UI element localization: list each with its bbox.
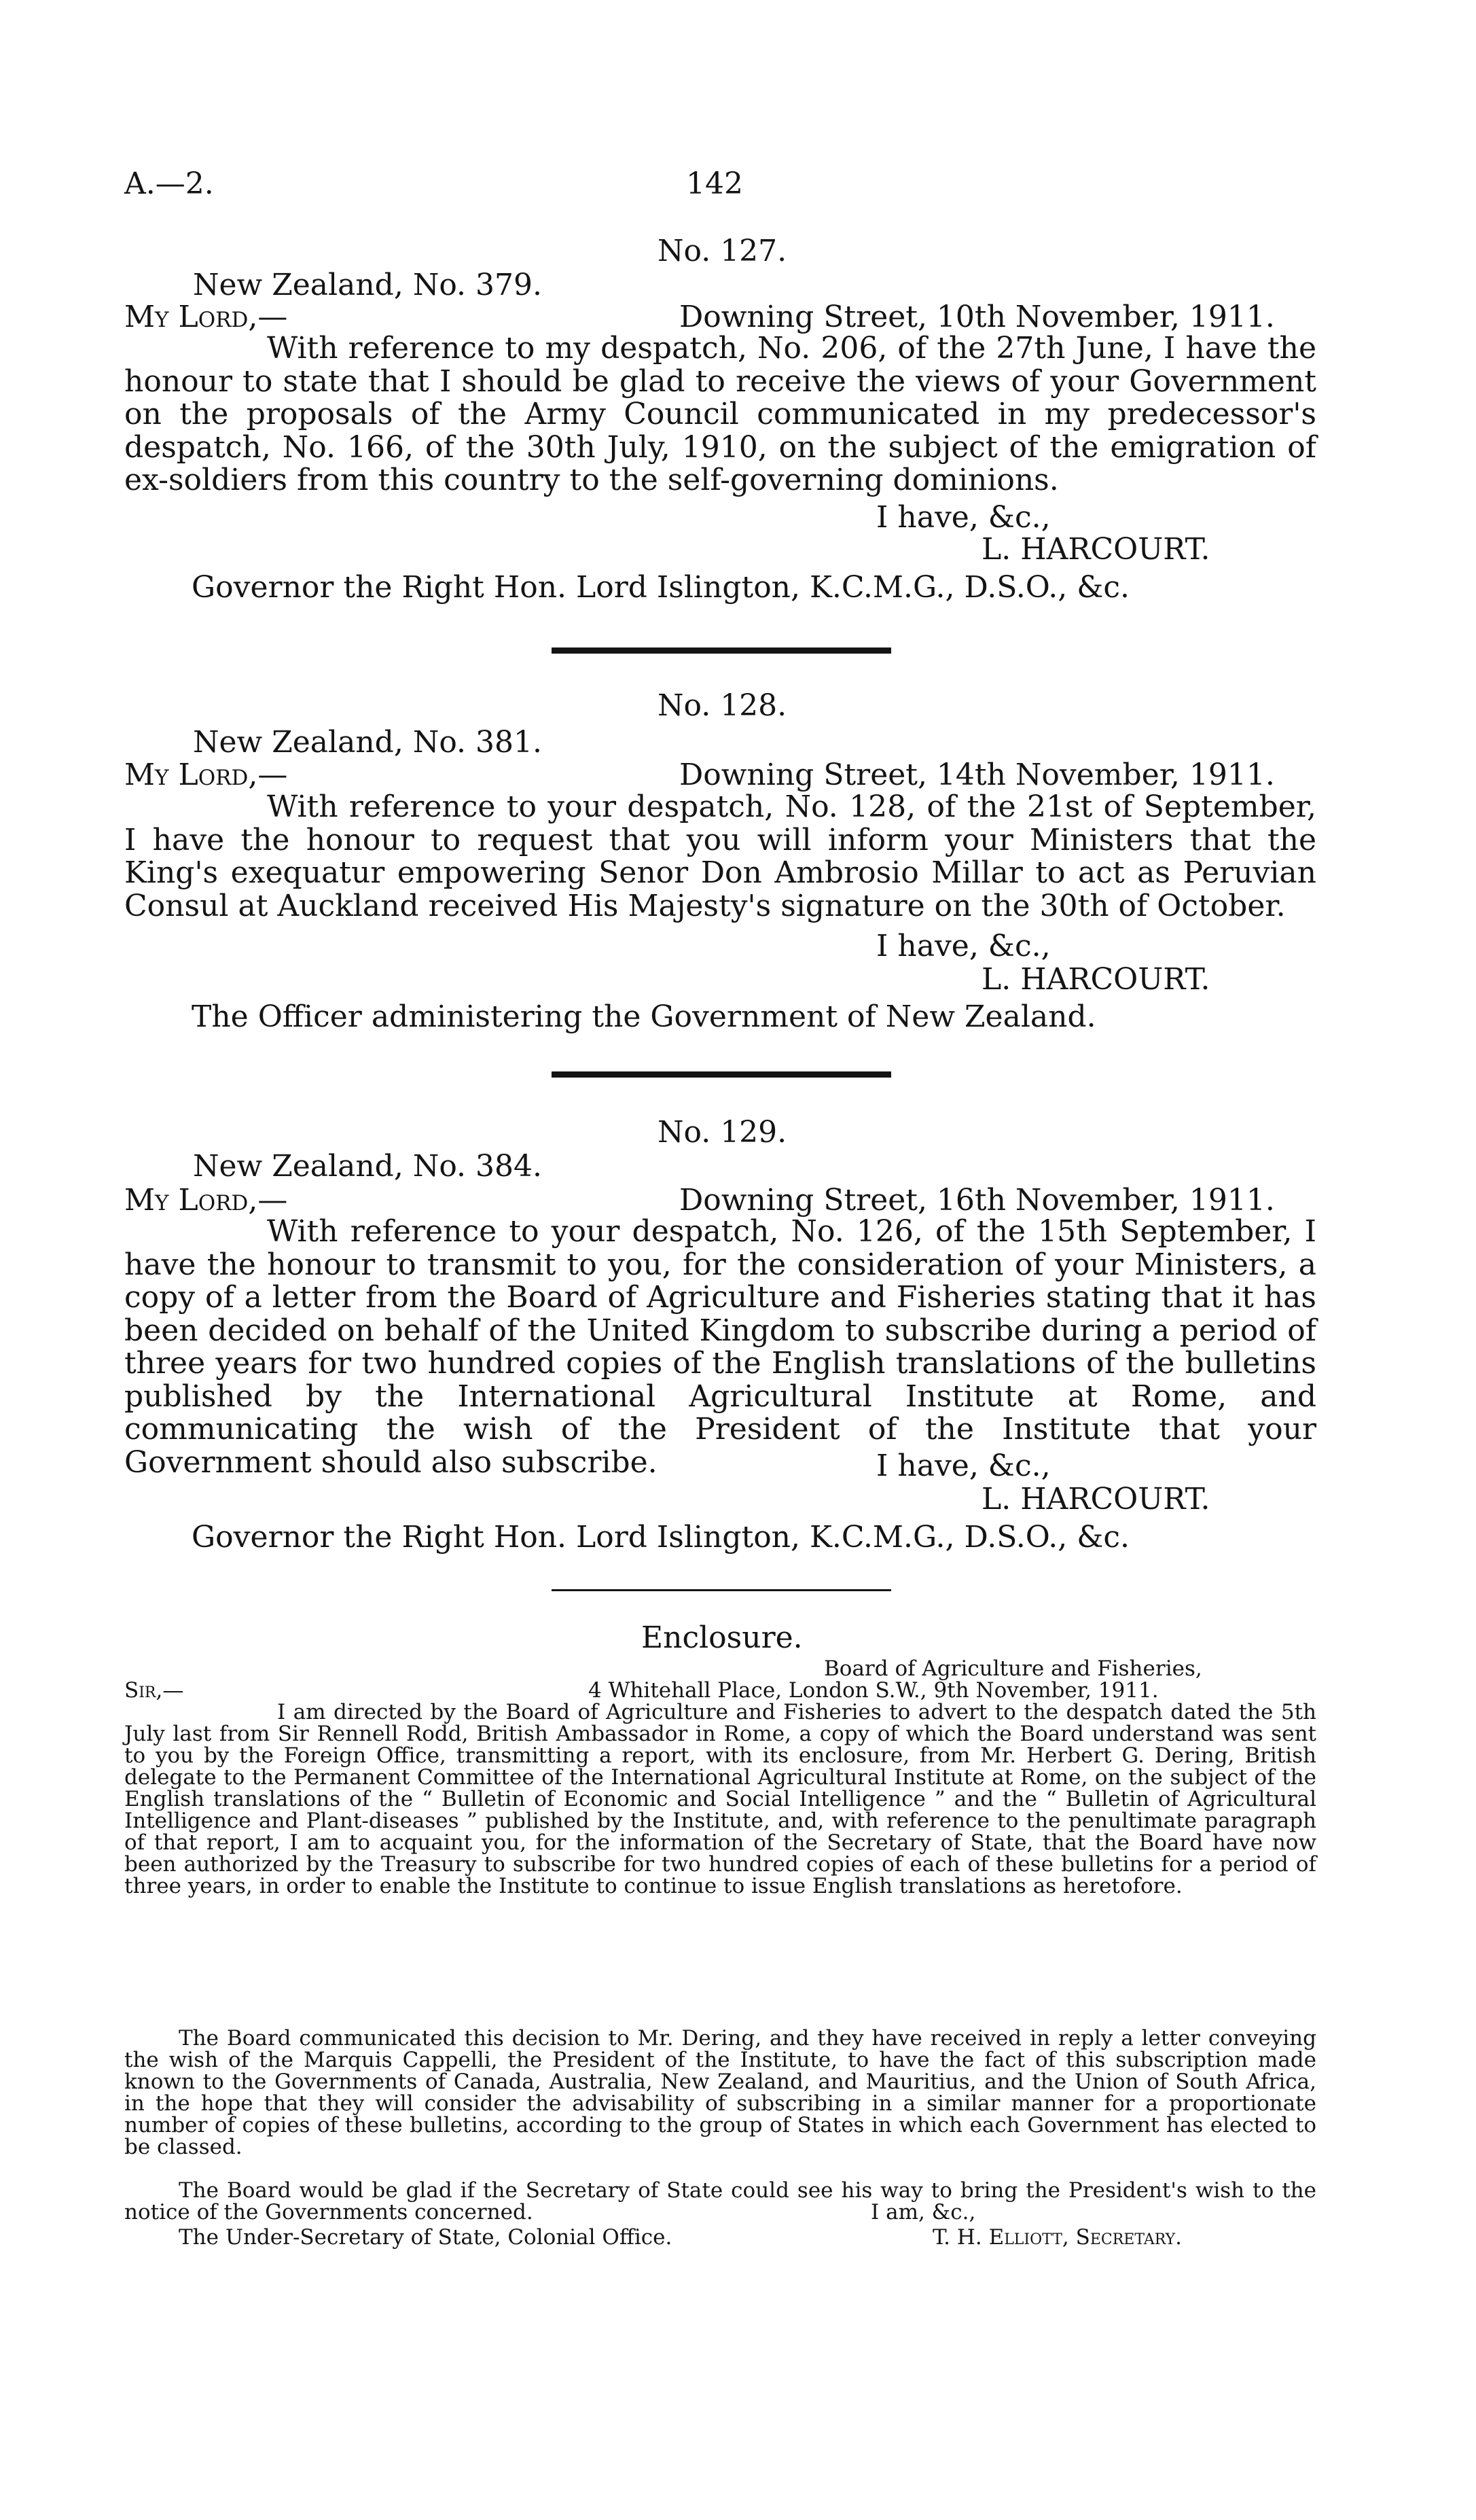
letter-destination: New Zealand, No. 379. bbox=[193, 268, 542, 302]
letter-place-date: Downing Street, 14th November, 1911. bbox=[679, 758, 1275, 792]
enclosure-sender: Board of Agriculture and Fisheries, bbox=[824, 1656, 1202, 1681]
enclosure-paragraph: I am directed by the Board of Agriculture and Fisheries to advert to the despatch dated the 5th July last from Sir Rennell Rodd, British Ambassador in Rome, a copy of which the Board understand was sent to you by the Foreign Office, transmitting a report, with its enclosure, from Mr. Herbert G. Dering, British delegate to the Permanent Committee of the International Agricultural Institute at Rome, on the subject of the English translations of the “ Bulletin of Economic and Social Intelligence ” and the “ Bulletin of Agricultural Intelligence and Plant-diseases ” published by the Institute, and, with reference to the penultimate paragraph of that report, I am to acquaint you, for the information of the Secretary of State, that the Board have now been authorized by the Treasury to subscribe for two hundred copies of each of these bulletins for a period of three years, in order to enable the Institute to continue to issue English translations as heretofore. bbox=[124, 1700, 1316, 1898]
letter-destination: New Zealand, No. 381. bbox=[193, 725, 542, 760]
enclosure-paragraph: The Board would be glad if the Secretary of State could see his way to bring the President's wish to the notice of the Governments concerned. bbox=[124, 2178, 1316, 2224]
letter-salutation: My Lord,— bbox=[124, 300, 288, 334]
letter-addressee: Governor the Right Hon. Lord Islington, K.C.M.G., D.S.O., &c. bbox=[192, 1520, 1130, 1555]
letter-addressee: The Officer administering the Government of New Zealand. bbox=[192, 999, 1096, 1034]
document-reference: A.—2. bbox=[124, 166, 214, 201]
enclosure-title: Enclosure. bbox=[641, 1620, 803, 1655]
letter-signature: L. HARCOURT. bbox=[982, 532, 1210, 567]
letter-salutation: My Lord,— bbox=[124, 1183, 288, 1218]
enclosure-closing: I am, &c., bbox=[871, 2200, 976, 2224]
enclosure-signature: T. H. Elliott, Secretary. bbox=[933, 2225, 1182, 2250]
section-divider-thin bbox=[552, 1589, 891, 1591]
letter-closing: I have, &c., bbox=[876, 500, 1051, 535]
letter-signature: L. HARCOURT. bbox=[982, 1482, 1210, 1516]
letter-place-date: Downing Street, 10th November, 1911. bbox=[679, 300, 1275, 334]
letter-place-date: Downing Street, 16th November, 1911. bbox=[679, 1183, 1275, 1218]
letter-body: With reference to my despatch, No. 206, of the 27th June, I have the honour to state that I should be glad to receive the views of your Government on the proposals of the Army Council communicated in my predecessor's despatch, No. 166, of the 30th July, 1910, on the subject of the emigration of ex-soldiers from this country to the self-governing dominions. bbox=[124, 331, 1316, 497]
enclosure-salutation: Sir,— bbox=[124, 1678, 184, 1703]
letter-closing: I have, &c., bbox=[876, 1449, 1051, 1483]
letter-addressee: Governor the Right Hon. Lord Islington, K.C.M.G., D.S.O., &c. bbox=[192, 570, 1130, 605]
letter-number: No. 129. bbox=[658, 1115, 787, 1150]
enclosure-address-date: 4 Whitehall Place, London S.W., 9th November, 1911. bbox=[588, 1678, 1159, 1703]
letter-signature: L. HARCOURT. bbox=[982, 962, 1210, 997]
letter-salutation: My Lord,— bbox=[124, 758, 288, 792]
letter-destination: New Zealand, No. 384. bbox=[193, 1149, 542, 1184]
enclosure-paragraph: The Board communicated this decision to Mr. Dering, and they have received in reply a letter conveying the wish of the Marquis Cappelli, the President of the Institute, to have the fact of this subscription made known to the Governments of Canada, Australia, New Zealand, and Mauritius, and the Union of South Africa, in the hope that they will consider the advisability of subscribing in a similar manner for a proportionate number of copies of these bulletins, according to the group of States in which each Government has elected to be classed. bbox=[124, 2026, 1316, 2159]
page-number: 142 bbox=[686, 166, 743, 201]
letter-closing: I have, &c., bbox=[876, 929, 1051, 963]
letter-body: With reference to your despatch, No. 128, of the 21st of September, I have the honour to request that you will inform your Ministers that the King's exequatur empowering Senor Don Ambrosio Millar to act as Peruvian Consul at Auckland received His Majesty's signature on the 30th of October. bbox=[124, 789, 1316, 923]
letter-body: With reference to your despatch, No. 126, of the 15th September, I have the honour to transmit to you, for the consideration of your Ministers, a copy of a letter from the Board of Agriculture and Fisheries stating that it has been decided on behalf of the United Kingdom to subscribe during a period of three years for two hundred copies of the English translations of the bulletins published by the International Agricultural Institute at Rome, and communicating the wish of the President of the Institute that your Government should also subscribe. bbox=[124, 1214, 1316, 1480]
letter-number: No. 127. bbox=[658, 234, 787, 268]
enclosure-addressee: The Under-Secretary of State, Colonial Office. bbox=[179, 2225, 672, 2250]
letter-number: No. 128. bbox=[658, 688, 787, 723]
section-divider bbox=[552, 647, 891, 654]
section-divider bbox=[552, 1071, 891, 1078]
